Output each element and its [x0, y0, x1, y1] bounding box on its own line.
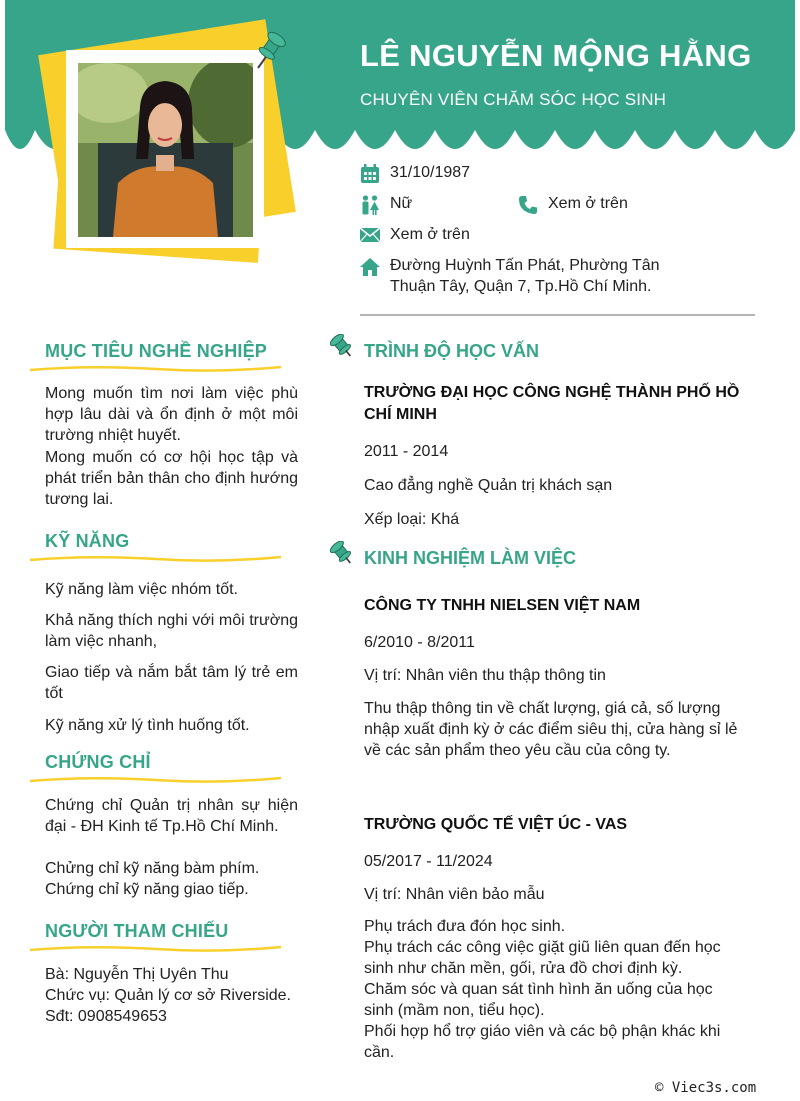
- birthdate: 31/10/1987: [390, 164, 471, 181]
- references-heading: NGƯỜI THAM CHIẾU: [45, 921, 229, 941]
- education-heading: TRÌNH ĐỘ HỌC VẤN: [364, 341, 539, 361]
- email-icon: [360, 227, 380, 248]
- pin-icon: [330, 334, 356, 365]
- pin-icon: [330, 541, 356, 572]
- divider: [360, 314, 755, 316]
- job-description: Phụ trách đưa đón học sinh.: [364, 918, 566, 935]
- candidate-title: CHUYÊN VIÊN CHĂM SÓC HỌC SINH: [360, 90, 667, 109]
- job-period: 6/2010 - 8/2011: [364, 634, 475, 651]
- heading-underline: [28, 944, 283, 954]
- phone: Xem ở trên: [548, 195, 628, 212]
- school-name: TRƯỜNG ĐẠI HỌC CÔNG NGHỆ THÀNH PHỐ HỒ CHÍ MINH: [364, 384, 740, 423]
- gender: Nữ: [390, 195, 413, 212]
- career-goal-heading: MỤC TIÊU NGHỀ NGHIỆP: [45, 341, 268, 361]
- heading-underline: [28, 364, 283, 374]
- address-line-1: Đường Huỳnh Tấn Phát, Phường Tân: [390, 257, 660, 274]
- reference-name: Bà: Nguyễn Thị Uyên Thu: [45, 966, 229, 983]
- calendar-icon: [360, 164, 380, 189]
- company-name: TRƯỜNG QUỐC TẾ VIỆT ÚC - VAS: [364, 816, 628, 833]
- skill-item: Kỹ năng làm việc nhóm tốt.: [45, 581, 238, 598]
- job-position: Vị trí: Nhân viên thu thập thông tin: [364, 667, 606, 684]
- job-description: Phối hợp hổ trợ giáo viên và các bộ phận khác khi cần.: [364, 1023, 721, 1061]
- job-description: Phụ trách các công việc giặt giũ liên quan đến học sinh như chăn mền, gối, rửa đồ chơi định kỳ.: [364, 939, 721, 977]
- heading-underline: [28, 775, 283, 785]
- certificates-heading: CHỨNG CHỈ: [45, 752, 151, 772]
- reference-phone: Sđt: 0908549653: [45, 1008, 167, 1025]
- education-period: 2011 - 2014: [364, 443, 449, 460]
- certificate-item: Chửng chỉ kỹ năng bàm phím.: [45, 860, 260, 877]
- footer-credit: © Viec3s.com: [655, 1080, 757, 1096]
- job-period: 05/2017 - 11/2024: [364, 853, 493, 870]
- heading-underline: [28, 554, 283, 564]
- education-degree: Cao đẳng nghề Quản trị khách sạn: [364, 477, 613, 494]
- gender-icon: [360, 195, 380, 220]
- company-name: CÔNG TY TNHH NIELSEN VIỆT NAM: [364, 597, 641, 614]
- experience-heading: KINH NGHIỆM LÀM VIỆC: [364, 548, 577, 568]
- email: Xem ở trên: [390, 226, 470, 243]
- skill-item: Kỹ năng xử lý tình huống tốt.: [45, 717, 250, 734]
- career-goal-p2: Mong muốn có cơ hội học tập và phát triển bản thân cho định hướng tương lai.: [45, 449, 298, 508]
- skill-item: Khả năng thích nghi với môi trường làm việc nhanh,: [45, 612, 298, 650]
- job-description: Thu thập thông tin về chất lượng, giá cả, số lượng nhập xuất định kỳ ở các điểm siêu thị, cửa hàng sỉ lẻ về các sản phẩm theo yêu cầu của công ty.: [364, 700, 738, 759]
- candidate-name: LÊ NGUYỄN MỘNG HẰNG: [360, 38, 752, 73]
- reference-position: Chức vụ: Quản lý cơ sở Riverside.: [45, 987, 291, 1004]
- education-grade: Xếp loại: Khá: [364, 511, 460, 528]
- pin-icon: [250, 28, 290, 77]
- home-icon: [360, 258, 380, 281]
- skills-heading: KỸ NĂNG: [45, 531, 130, 551]
- certificate-item: Chứng chỉ kỹ năng giao tiếp.: [45, 881, 249, 898]
- address-line-2: Thuận Tây, Quận 7, Tp.Hồ Chí Minh.: [390, 278, 652, 295]
- profile-photo: [78, 63, 253, 237]
- job-description: Chăm sóc và quan sát tình hình ăn uống của học sinh (mầm non, tiểu học).: [364, 981, 713, 1019]
- career-goal-p1: Mong muốn tìm nơi làm việc phù hợp lâu dài và ổn định ở một môi trường nhiệt huyết.: [45, 385, 298, 444]
- certificate-item: Chứng chỉ Quản trị nhân sự hiện đại - ĐH Kinh tế Tp.Hồ Chí Minh.: [45, 797, 298, 835]
- phone-icon: [518, 195, 538, 220]
- skill-item: Giao tiếp và nắm bắt tâm lý trẻ em tốt: [45, 664, 298, 702]
- job-position: Vị trí: Nhân viên bảo mẫu: [364, 886, 545, 903]
